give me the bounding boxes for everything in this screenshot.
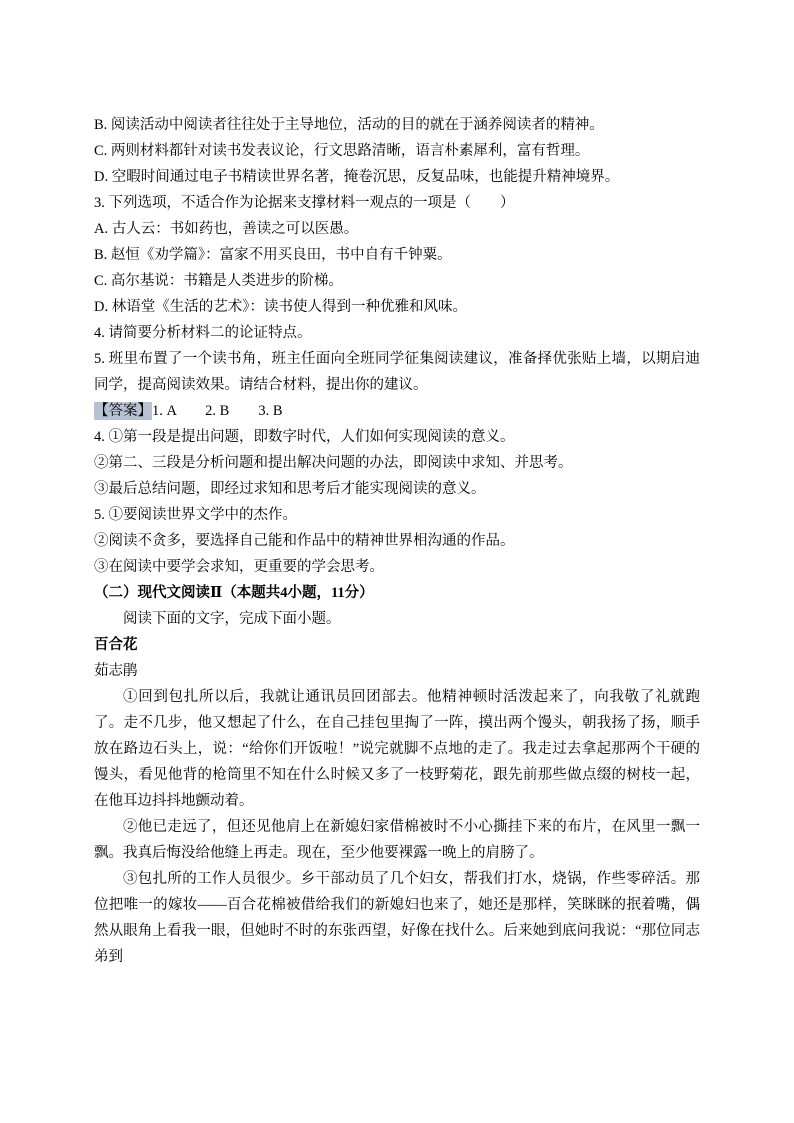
paragraph: ①回到包扎所以后，我就让通讯员回团部去。他精神顿时活泼起来了，向我敬了礼就跑了。走不几步，他又想起了什么，在自己挂包里掏了一阵，摸出两个馒头，朝我扬了扬，顺手放在路边石头上，说：“给你们开饭啦！”说完就脚不点地的走了。我走过去拿起那两个干硬的馒头，看见他背的枪筒里不知在什么时候又多了一枝野菊花，跟先前那些做点缀的树枝一起，在他耳边抖抖地颤动着。 — [94, 689, 700, 809]
paragraph: 百合花 — [94, 637, 138, 653]
paragraph: 【答案】1. A 2. B 3. B — [94, 403, 283, 419]
paragraph: 茹志鹃 — [94, 663, 138, 679]
paragraph: A. 古人云：书如药也，善读之可以医愚。 — [94, 221, 359, 237]
paragraph: D. 林语堂《生活的艺术》：读书使人得到一种优雅和风味。 — [94, 299, 467, 315]
paragraph: 4. 请简要分析材料二的论证特点。 — [94, 325, 312, 341]
paragraph: ③包扎所的工作人员很少。乡干部动员了几个妇女，帮我们打水，烧锅，作些零碎活。那位把唯一的嫁妆——百合花棉被借给我们的新媳妇也来了，她还是那样，笑眯眯的抿着嘴，偶然从眼角上看我一眼，但她时不时的东张西望，好像在找什么。后来她到底问我说：“那位同志弟到 — [94, 871, 700, 965]
answer-label: 【答案】 — [94, 403, 152, 419]
paragraph: （二）现代文阅读Ⅱ（本题共4小题，11分） — [94, 585, 374, 601]
paragraph: 阅读下面的文字，完成下面小题。 — [123, 611, 341, 627]
paragraph: 5. ①要阅读世界文学中的杰作。 — [94, 507, 297, 523]
paragraph: ③最后总结问题，即经过求知和思考后才能实现阅读的意义。 — [94, 481, 486, 497]
paragraph: C. 两则材料都针对读书发表议论，行文思路清晰，语言朴素犀利，富有哲理。 — [94, 143, 590, 159]
document-body — [94, 112, 700, 970]
paragraph: ②他已走远了，但还见他肩上在新媳妇家借棉被时不小心撕挂下来的布片，在风里一飘一飘。我真后悔没给他缝上再走。现在，至少他要裸露一晚上的肩膀了。 — [94, 819, 700, 861]
paragraph: B. 赵恒《劝学篇》：富家不用买良田，书中自有千钟粟。 — [94, 247, 452, 263]
paragraph: 4. ①第一段是提出问题，即数字时代，人们如何实现阅读的意义。 — [94, 429, 515, 445]
paragraph: 3. 下列选项，不适合作为论据来支撑材料一观点的一项是（ ） — [94, 195, 515, 211]
paragraph: ②第二、三段是分析问题和提出解决问题的办法，即阅读中求知、并思考。 — [94, 455, 573, 471]
paragraph: D. 空暇时间通过电子书精读世界名著，掩卷沉思，反复品味，也能提升精神境界。 — [94, 169, 620, 185]
paragraph: 5. 班里布置了一个读书角，班主任面向全班同学征集阅读建议，准备择优张贴上墙，以期启迪同学，提高阅读效果。请结合材料，提出你的建议。 — [94, 351, 700, 393]
paragraph: B. 阅读活动中阅读者往往处于主导地位，活动的目的就在于涵养阅读者的精神。 — [94, 117, 604, 133]
paragraph: ③在阅读中要学会求知，更重要的学会思考。 — [94, 559, 384, 575]
paragraph: ②阅读不贪多，要选择自己能和作品中的精神世界相沟通的作品。 — [94, 533, 515, 549]
paragraph: C. 高尔基说：书籍是人类进步的阶梯。 — [94, 273, 343, 289]
